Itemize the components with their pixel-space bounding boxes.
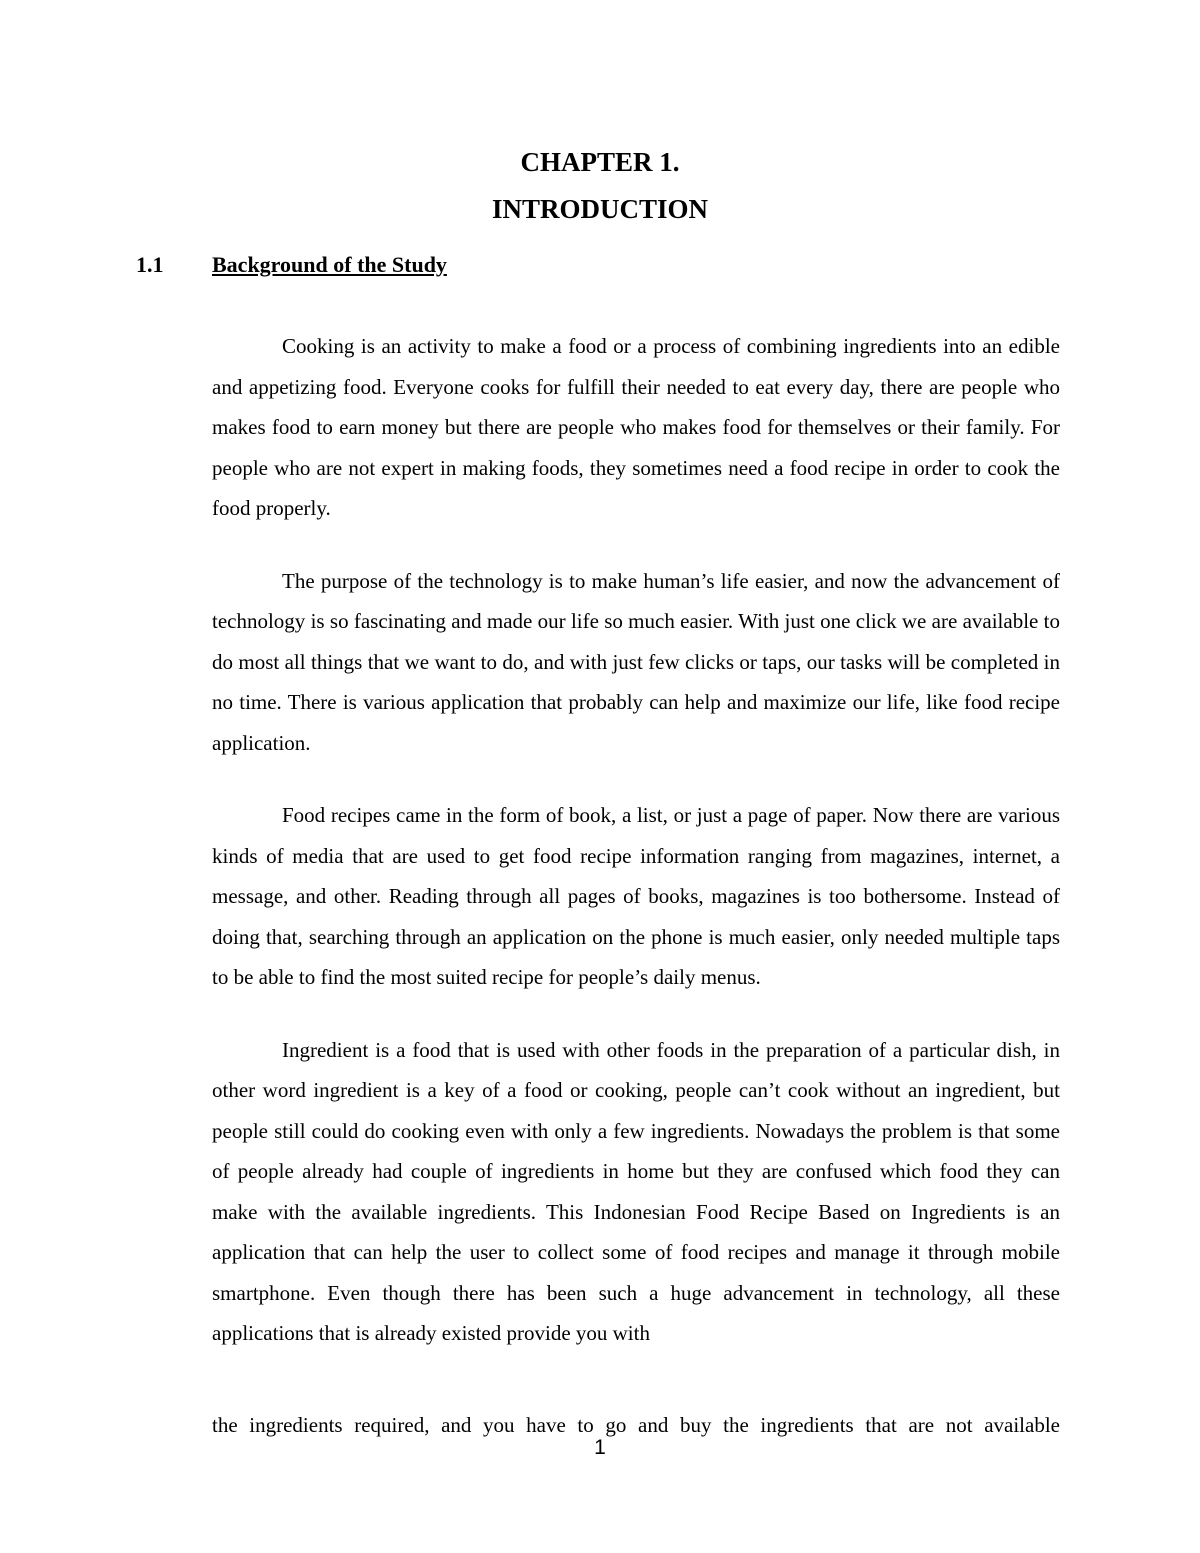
continued-line: the ingredients required, and you have to go and buy the ingredients that are not available: [212, 1413, 1060, 1437]
paragraph-2: The purpose of the technology is to make human’s life easier, and now the advancement of technology is so fascinating and made our life so much easier. With just one click we are available to do most all things that we want to do, and with just few clicks or taps, our tasks will be completed in no time. There is various application that probably can help and maximize our life, like food recipe application.: [212, 568, 1060, 755]
section-heading: [136, 250, 447, 280]
chapter-subtitle: INTRODUCTION: [491, 194, 709, 224]
body-text: [212, 326, 1060, 1386]
section-title: Background of the Study: [212, 252, 447, 277]
chapter-title: CHAPTER 1.: [520, 147, 680, 177]
paragraph-4: Ingredient is a food that is used with other foods in the preparation of a particular dish, in other word ingredient is a key of a food or cooking, people can’t cook without an ingredient, but people still could do cooking even with only a few ingredients. Nowadays the problem is that some of people already had couple of ingredients in home but they are confused which food they can make with the available ingredients. This Indonesian Food Recipe Based on Ingredients is an application that can help the user to collect some of food recipes and manage it through mobile smartphone. Even though there has been such a huge advancement in technology, all these applications that is already existed provide you with: [212, 1037, 1060, 1345]
section-number: 1.1: [136, 252, 164, 277]
paragraph-1: Cooking is an activity to make a food or a process of combining ingredients into an edible and appetizing food. Everyone cooks for fulfill their needed to eat every day, there are people who makes food to earn money but there are people who makes food for themselves or their family. For people who are not expert in making foods, they sometimes need a food recipe in order to cook the food properly.: [212, 334, 1060, 520]
page-number: 1: [594, 1436, 606, 1459]
paragraph-3: Food recipes came in the form of book, a list, or just a page of paper. Now there are various kinds of media that are used to get food recipe information ranging from magazines, internet, a message, and other. Reading through all pages of books, magazines is too bothersome. Instead of doing that, searching through an application on the phone is much easier, only needed multiple taps to be able to find the most suited recipe for people’s daily menus.: [212, 803, 1060, 989]
